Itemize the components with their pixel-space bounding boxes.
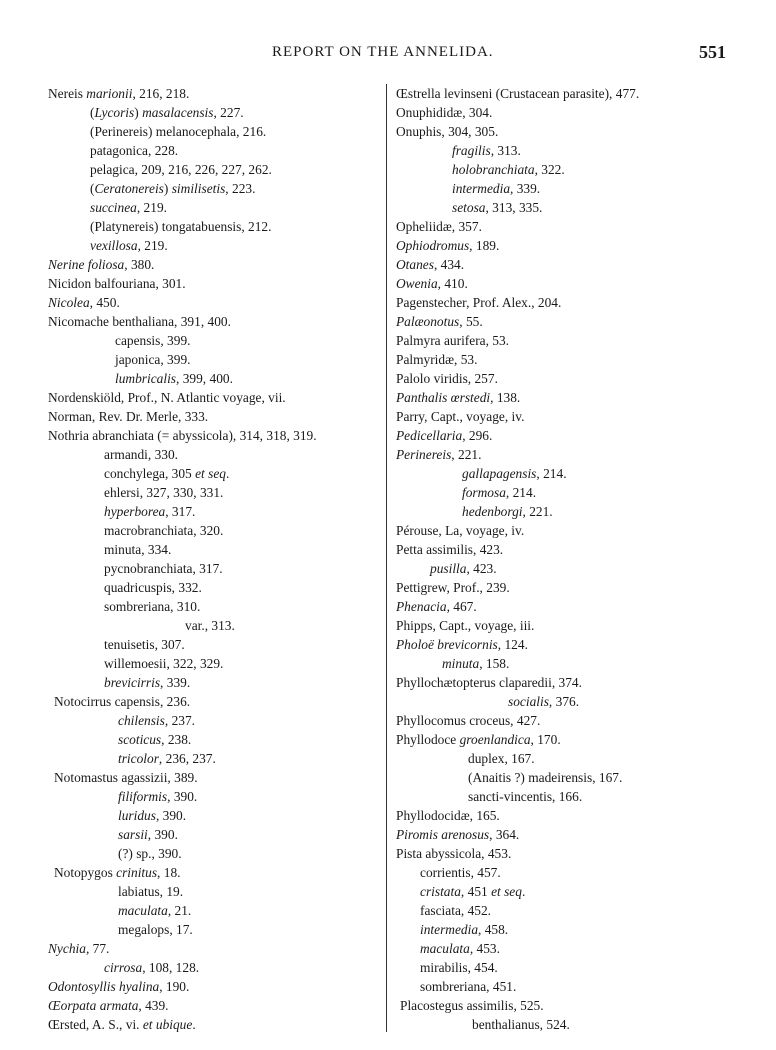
entry-text: benthalianus, 524. bbox=[472, 1017, 570, 1032]
page-number: 551 bbox=[699, 42, 726, 62]
entry-text: macrobranchiata, 320. bbox=[104, 523, 224, 538]
entry-italic-text: maculata bbox=[420, 941, 470, 956]
index-entry bbox=[115, 331, 191, 350]
entry-text: Phyllocomus croceus, 427. bbox=[396, 713, 541, 728]
entry-italic-text: Ceratonereis bbox=[94, 181, 164, 196]
entry-text: duplex, 167. bbox=[468, 751, 535, 766]
entry-text: patagonica, 228. bbox=[90, 143, 179, 158]
index-entry bbox=[90, 103, 244, 122]
entry-text: tenuisetis, 307. bbox=[104, 637, 185, 652]
entry-text: Pista abyssicola, 453. bbox=[396, 846, 512, 861]
entry-text: , 21. bbox=[167, 903, 192, 918]
index-entry bbox=[104, 635, 185, 654]
index-entry bbox=[396, 825, 519, 844]
entry-text: , 390. bbox=[155, 808, 187, 823]
index-entry bbox=[90, 217, 271, 236]
entry-text: Notomastus agassizii, 389. bbox=[54, 770, 198, 785]
entry-text: ( bbox=[90, 105, 95, 120]
index-entry bbox=[420, 958, 498, 977]
entry-text: , 138. bbox=[490, 390, 521, 405]
index-entry bbox=[396, 236, 499, 255]
index-entry bbox=[118, 730, 191, 749]
entry-text: , 219. bbox=[136, 200, 167, 215]
index-entry bbox=[452, 160, 565, 179]
entry-text: , 451 bbox=[460, 884, 492, 899]
entry-italic-text: Panthalis œrstedi bbox=[396, 390, 491, 405]
entry-text: japonica, 399. bbox=[115, 352, 191, 367]
entry-italic-text: Œorpata armata bbox=[48, 998, 139, 1013]
entry-italic-text: vexillosa bbox=[90, 238, 138, 253]
entry-italic-text: cirrosa bbox=[104, 960, 143, 975]
entry-text: Notopygos bbox=[54, 865, 117, 880]
index-entry bbox=[118, 882, 183, 901]
entry-italic-text: brevicirris bbox=[104, 675, 161, 690]
entry-text: , 410. bbox=[437, 276, 468, 291]
entry-italic-text: Nerine foliosa bbox=[48, 257, 125, 272]
entry-text: , 450. bbox=[89, 295, 120, 310]
entry-italic-text: pusilla bbox=[430, 561, 467, 576]
entry-text: , 380. bbox=[124, 257, 155, 272]
entry-italic-text: setosa bbox=[452, 200, 486, 215]
entry-italic-text: Pedicellaria bbox=[396, 428, 463, 443]
index-entry bbox=[462, 464, 567, 483]
entry-text: Phyllochætopterus claparedii, 374. bbox=[396, 675, 582, 690]
entry-text: , 434. bbox=[433, 257, 465, 272]
index-entry bbox=[430, 559, 497, 578]
index-entry bbox=[396, 84, 639, 103]
index-entry bbox=[396, 369, 498, 388]
entry-italic-text: Piromis arenosus bbox=[396, 827, 490, 842]
entry-italic-text: socialis bbox=[508, 694, 549, 709]
entry-italic-text: gallapagensis bbox=[462, 466, 537, 481]
entry-text: , 339. bbox=[510, 181, 541, 196]
index-entry bbox=[118, 825, 178, 844]
index-entry bbox=[104, 654, 223, 673]
index-entry bbox=[48, 407, 208, 426]
index-entry bbox=[396, 730, 561, 749]
index-entry bbox=[118, 844, 182, 863]
index-entry bbox=[396, 521, 524, 540]
entry-text: minuta, 334. bbox=[104, 542, 172, 557]
entry-text: conchylega, 305 bbox=[104, 466, 196, 481]
entry-text: mirabilis, 454. bbox=[420, 960, 498, 975]
entry-italic-text: Nychia bbox=[48, 941, 86, 956]
entry-italic-text: masalacensis bbox=[142, 105, 214, 120]
index-entry bbox=[442, 654, 509, 673]
index-entry bbox=[396, 331, 509, 350]
index-entry bbox=[48, 388, 286, 407]
entry-text: , 170. bbox=[530, 732, 561, 747]
index-entry bbox=[472, 1015, 570, 1034]
index-entry bbox=[48, 1015, 196, 1034]
entry-text: (Perinereis) melanocephala, 216. bbox=[90, 124, 267, 139]
entry-text: Notocirrus capensis, 236. bbox=[54, 694, 191, 709]
entry-italic-text: holobranchiata bbox=[452, 162, 535, 177]
index-entry bbox=[468, 749, 535, 768]
index-entry bbox=[420, 977, 516, 996]
entry-text: Pagenstecher, Prof. Alex., 204. bbox=[396, 295, 562, 310]
index-entry bbox=[48, 293, 120, 312]
index-entry bbox=[420, 882, 525, 901]
index-entry bbox=[118, 711, 195, 730]
index-entry bbox=[104, 521, 223, 540]
entry-italic-text: minuta bbox=[442, 656, 480, 671]
index-entry bbox=[118, 749, 216, 768]
index-entry bbox=[396, 540, 503, 559]
index-entry bbox=[54, 863, 180, 882]
entry-text: , 219. bbox=[137, 238, 168, 253]
index-entry bbox=[396, 445, 481, 464]
entry-text: , 313. bbox=[490, 143, 521, 158]
entry-text: , 190. bbox=[159, 979, 190, 994]
index-entry bbox=[104, 578, 202, 597]
index-entry bbox=[452, 198, 542, 217]
entry-text: (?) sp., 390. bbox=[118, 846, 182, 861]
entry-italic-text: Odontosyllis hyalina bbox=[48, 979, 160, 994]
index-entry bbox=[396, 388, 520, 407]
entry-text: , 313, 335. bbox=[485, 200, 543, 215]
index-entry bbox=[396, 122, 498, 141]
entry-text: sombreriana, 451. bbox=[420, 979, 517, 994]
entry-text: Nordenskiöld, Prof., N. Atlantic voyage, vii. bbox=[48, 390, 286, 405]
entry-text: , 221. bbox=[522, 504, 553, 519]
entry-text: , 214. bbox=[505, 485, 537, 500]
entry-italic-text: tricolor bbox=[118, 751, 159, 766]
entry-text: Nicidon balfouriana, 301. bbox=[48, 276, 186, 291]
entry-text: , 214. bbox=[536, 466, 567, 481]
index-entry bbox=[185, 616, 235, 635]
entry-text: Phipps, Capt., voyage, iii. bbox=[396, 618, 535, 633]
index-entry bbox=[396, 407, 524, 426]
entry-text: , 364. bbox=[489, 827, 520, 842]
entry-text: , 223. bbox=[225, 181, 256, 196]
entry-text: Petta assimilis, 423. bbox=[396, 542, 504, 557]
index-entry bbox=[420, 901, 491, 920]
index-entry bbox=[396, 806, 500, 825]
index-entry bbox=[396, 255, 464, 274]
index-entry bbox=[104, 445, 178, 464]
entry-italic-text: hedenborgi bbox=[462, 504, 523, 519]
entry-text: fasciata, 452. bbox=[420, 903, 492, 918]
page-header bbox=[0, 40, 776, 70]
entry-text: Palolo viridis, 257. bbox=[396, 371, 498, 386]
entry-italic-text: formosa bbox=[462, 485, 506, 500]
entry-italic-text: et seq bbox=[491, 884, 522, 899]
entry-text: var., 313. bbox=[185, 618, 235, 633]
entry-text: pelagica, 209, 216, 226, 227, 262. bbox=[90, 162, 272, 177]
entry-italic-text: filiformis bbox=[118, 789, 168, 804]
index-entry bbox=[48, 312, 231, 331]
index-entry bbox=[115, 369, 233, 388]
index-entry bbox=[90, 141, 178, 160]
entry-text: , 322. bbox=[534, 162, 565, 177]
entry-text: ) bbox=[134, 105, 143, 120]
index-entry bbox=[48, 939, 109, 958]
entry-text: capensis, 399. bbox=[115, 333, 191, 348]
index-entry bbox=[420, 863, 501, 882]
entry-text: Pérouse, La, voyage, iv. bbox=[396, 523, 525, 538]
entry-text: . bbox=[192, 1017, 196, 1032]
entry-text: Onuphididæ, 304. bbox=[396, 105, 493, 120]
index-entry bbox=[508, 692, 579, 711]
entry-text: Phyllodoce bbox=[396, 732, 460, 747]
index-entry bbox=[118, 806, 186, 825]
entry-italic-text: hyperborea bbox=[104, 504, 166, 519]
index-entry bbox=[118, 787, 197, 806]
index-entry bbox=[400, 996, 544, 1015]
index-entry bbox=[90, 122, 266, 141]
entry-text: quadricuspis, 332. bbox=[104, 580, 202, 595]
entry-italic-text: luridus bbox=[118, 808, 156, 823]
entry-text: , 390. bbox=[167, 789, 198, 804]
entry-text: Parry, Capt., voyage, iv. bbox=[396, 409, 525, 424]
entry-italic-text: et seq bbox=[195, 466, 226, 481]
entry-text: , 237. bbox=[164, 713, 196, 728]
entry-text: , 189. bbox=[469, 238, 500, 253]
entry-text: ehlersi, 327, 330, 331. bbox=[104, 485, 224, 500]
index-entry bbox=[452, 141, 521, 160]
entry-text: , 236, 237. bbox=[158, 751, 216, 766]
entry-italic-text: groenlandica bbox=[459, 732, 531, 747]
index-entry bbox=[48, 996, 169, 1015]
index-entry bbox=[115, 350, 191, 369]
entry-text: , 55. bbox=[459, 314, 483, 329]
entry-text: willemoesii, 322, 329. bbox=[104, 656, 224, 671]
entry-text: , 227. bbox=[213, 105, 244, 120]
entry-italic-text: sarsii bbox=[118, 827, 148, 842]
entry-text: , 458. bbox=[478, 922, 509, 937]
index-entry bbox=[104, 540, 171, 559]
entry-text: , 124. bbox=[497, 637, 528, 652]
index-entry bbox=[48, 426, 317, 445]
index-entry bbox=[462, 502, 553, 521]
entry-text: ) bbox=[163, 181, 172, 196]
index-entry bbox=[396, 578, 510, 597]
index-entry bbox=[90, 198, 167, 217]
entry-text: sombreriana, 310. bbox=[104, 599, 201, 614]
index-entry bbox=[468, 768, 622, 787]
entry-text: Opheliidæ, 357. bbox=[396, 219, 482, 234]
entry-text: , 453. bbox=[469, 941, 500, 956]
running-title: REPORT ON THE ANNELIDA. bbox=[272, 44, 494, 60]
entry-text: (Platynereis) tongatabuensis, 212. bbox=[90, 219, 272, 234]
entry-italic-text: intermedia bbox=[452, 181, 511, 196]
index-entry bbox=[104, 464, 229, 483]
index-entry bbox=[90, 160, 272, 179]
index-entry bbox=[396, 350, 477, 369]
entry-text: (Anaitis ?) madeirensis, 167. bbox=[468, 770, 623, 785]
entry-italic-text: Phenacia bbox=[396, 599, 447, 614]
entry-text: , 158. bbox=[479, 656, 510, 671]
entry-text: . bbox=[521, 884, 526, 899]
entry-text: Nicomache benthaliana, 391, 400. bbox=[48, 314, 231, 329]
index-entry bbox=[462, 483, 536, 502]
entry-text: Palmyra aurifera, 53. bbox=[396, 333, 510, 348]
entry-text: , 18. bbox=[157, 865, 181, 880]
entry-text: , 216, 218. bbox=[132, 86, 190, 101]
index-entry bbox=[396, 844, 511, 863]
entry-text: , 317. bbox=[165, 504, 196, 519]
entry-italic-text: Palæonotus bbox=[396, 314, 460, 329]
entry-italic-text: scoticus bbox=[118, 732, 162, 747]
index-entry bbox=[396, 217, 482, 236]
index-entry bbox=[48, 84, 189, 103]
entry-text: ( bbox=[90, 181, 95, 196]
index-entry bbox=[104, 958, 199, 977]
entry-italic-text: similisetis bbox=[171, 181, 226, 196]
index-entry bbox=[396, 711, 540, 730]
index-entry bbox=[468, 787, 582, 806]
entry-italic-text: crinitus bbox=[116, 865, 158, 880]
entry-text: , 221. bbox=[451, 447, 482, 462]
index-entry bbox=[48, 977, 189, 996]
entry-text: , 390. bbox=[147, 827, 178, 842]
index-entry bbox=[396, 597, 477, 616]
entry-italic-text: succinea bbox=[90, 200, 137, 215]
entry-italic-text: Nicolea bbox=[48, 295, 90, 310]
index-entry bbox=[104, 597, 200, 616]
index-entry bbox=[396, 103, 492, 122]
entry-italic-text: cristata bbox=[420, 884, 461, 899]
entry-text: , 439. bbox=[138, 998, 169, 1013]
entry-text: Onuphis, 304, 305. bbox=[396, 124, 499, 139]
entry-text: Œrsted, A. S., vi. bbox=[48, 1017, 143, 1032]
entry-italic-text: Perinereis bbox=[396, 447, 452, 462]
entry-text: , 399, 400. bbox=[176, 371, 233, 386]
entry-text: labiatus, 19. bbox=[118, 884, 184, 899]
entry-text: Placostegus assimilis, 525. bbox=[400, 998, 544, 1013]
index-entry bbox=[104, 483, 223, 502]
index-entry bbox=[396, 426, 492, 445]
index-entry bbox=[54, 768, 198, 787]
entry-text: , 423. bbox=[466, 561, 497, 576]
entry-text: , 467. bbox=[446, 599, 477, 614]
index-entry bbox=[396, 616, 534, 635]
index-entry bbox=[104, 502, 195, 521]
entry-text: megalops, 17. bbox=[118, 922, 193, 937]
entry-italic-text: Lycoris bbox=[94, 105, 135, 120]
entry-text: armandi, 330. bbox=[104, 447, 179, 462]
entry-text: , 296. bbox=[462, 428, 493, 443]
entry-text: Norman, Rev. Dr. Merle, 333. bbox=[48, 409, 209, 424]
index-entry bbox=[104, 673, 190, 692]
index-entry bbox=[48, 274, 186, 293]
entry-italic-text: marionii bbox=[86, 86, 133, 101]
entry-text: corrientis, 457. bbox=[420, 865, 501, 880]
index-entry bbox=[54, 692, 190, 711]
entry-italic-text: intermedia bbox=[420, 922, 479, 937]
index-entry bbox=[118, 920, 193, 939]
entry-italic-text: fragilis bbox=[452, 143, 491, 158]
index-entry bbox=[396, 293, 561, 312]
entry-text: Nothria abranchiata (= abyssicola), 314, 318, 319. bbox=[48, 428, 317, 443]
index-entry bbox=[420, 939, 500, 958]
entry-italic-text: et ubique bbox=[142, 1017, 193, 1032]
entry-text: , 77. bbox=[85, 941, 110, 956]
entry-text: Œstrella levinseni (Crustacean parasite), 477. bbox=[396, 86, 640, 101]
index-entry bbox=[118, 901, 191, 920]
entry-italic-text: lumbricalis bbox=[115, 371, 177, 386]
entry-text: Nereis bbox=[48, 86, 87, 101]
entry-text: Palmyridæ, 53. bbox=[396, 352, 478, 367]
entry-text: Pettigrew, Prof., 239. bbox=[396, 580, 510, 595]
entry-text: , 376. bbox=[548, 694, 580, 709]
entry-text: , 339. bbox=[160, 675, 191, 690]
entry-italic-text: chilensis bbox=[118, 713, 165, 728]
index-entry bbox=[48, 255, 154, 274]
entry-italic-text: maculata bbox=[118, 903, 168, 918]
entry-text: Phyllodocidæ, 165. bbox=[396, 808, 500, 823]
entry-italic-text: Ophiodromus bbox=[396, 238, 470, 253]
index-entry bbox=[90, 179, 255, 198]
entry-italic-text: Otanes bbox=[396, 257, 434, 272]
entry-text: . bbox=[225, 466, 230, 481]
entry-text: sancti-vincentis, 166. bbox=[468, 789, 583, 804]
entry-italic-text: Owenia bbox=[396, 276, 438, 291]
index-entry bbox=[452, 179, 540, 198]
entry-text: pycnobranchiata, 317. bbox=[104, 561, 223, 576]
entry-text: , 108, 128. bbox=[142, 960, 200, 975]
index-entry bbox=[104, 559, 223, 578]
entry-italic-text: Pholoë brevicornis bbox=[396, 637, 498, 652]
entry-text: , 238. bbox=[161, 732, 192, 747]
index-entry bbox=[90, 236, 168, 255]
index-entry bbox=[396, 673, 582, 692]
index-entry bbox=[396, 312, 483, 331]
column-divider bbox=[386, 84, 387, 1032]
index-entry bbox=[396, 274, 468, 293]
index-entry bbox=[420, 920, 508, 939]
index-entry bbox=[396, 635, 528, 654]
